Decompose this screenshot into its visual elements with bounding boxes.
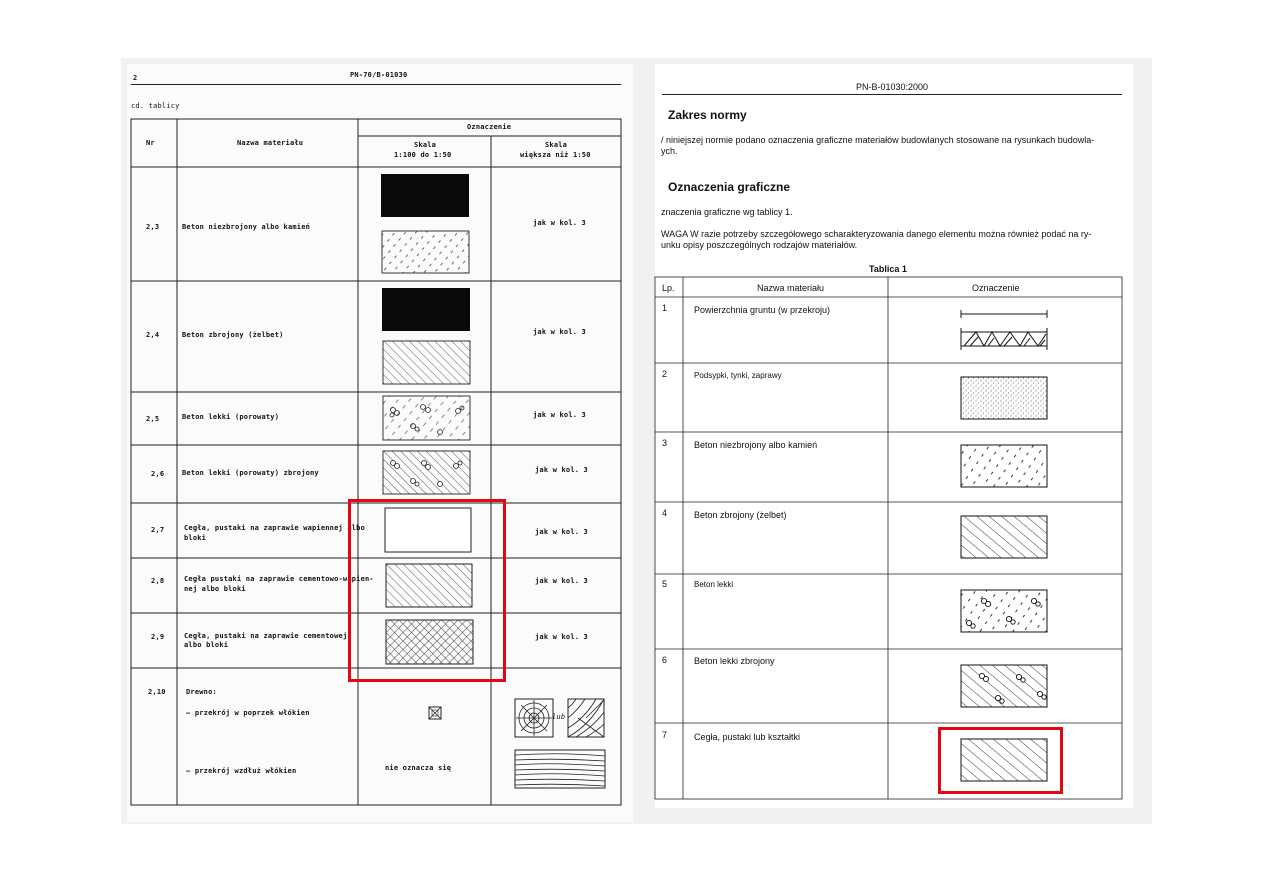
left-header-scale1-l1: Skala [414,141,437,149]
right-row-5-name: Beton lekki [694,580,734,589]
right-row-4-name: Beton zbrojony (żelbet) [694,510,787,520]
left-standard-code: PN-70/B-01030 [350,71,408,79]
left-row-2-3-nr: 2,3 [146,223,160,231]
right-row-3-name: Beton niezbrojony albo kamień [694,440,818,450]
right-row-7-lp: 7 [662,730,668,740]
table-title: Tablica 1 [869,264,907,274]
left-row-2-10-name: Drewno: [186,688,217,696]
left-row-2-8-nr: 2,8 [151,577,165,585]
right-standard-code: PN-B-01030:2000 [856,82,929,92]
left-header-nr: Nr [146,139,155,147]
left-row-2-9-scale2: jak w kol. 3 [535,633,588,641]
left-row-2-10-sub1: – przekrój w poprzek włókien [186,709,310,717]
symbol-diagonal-hatch-right-1 [961,516,1047,558]
left-row-2-8-name-l1: Cegła pustaki na zaprawie cementowo-wapien- [184,575,374,583]
left-row-2-8-scale2: jak w kol. 3 [535,577,588,585]
right-row-4-lp: 4 [662,508,668,518]
note-text-l1: WAGA W razie potrzeby szczegółowego scharakteryzowania danego elementu można również podać na ry- [661,229,1092,239]
left-row-2-10-scale1-sub2: nie oznacza się [385,764,452,772]
right-row-7-name: Cegła, pustaki lub kształtki [694,732,801,742]
section1-text-l1: / niniejszej normie podano oznaczenia graficzne materiałów budowlanych stosowane na rysunkach budowla- [661,135,1095,145]
left-row-2-7-nr: 2,7 [151,526,165,534]
left-row-2-7-scale2: jak w kol. 3 [535,528,588,536]
left-row-2-9-nr: 2,9 [151,633,165,641]
left-row-2-4-nr: 2,4 [146,331,160,339]
section1-title: Zakres normy [668,108,747,122]
left-header-name: Nazwa materiału [237,139,304,147]
right-row-2-lp: 2 [662,369,668,379]
continuation-label: cd. tablicy [131,102,180,110]
right-header-lp: Lp. [662,283,675,293]
left-row-2-4-scale2: jak w kol. 3 [533,328,586,336]
left-row-2-9-name-l2: albo bloki [184,641,229,649]
right-row-1-name: Powierzchnia gruntu (w przekroju) [694,305,831,315]
left-header-scale2-l2: większa niż 1:50 [520,151,591,159]
symbol-ground [961,310,1047,350]
left-header-scale2-l1: Skala [545,141,568,149]
section1-text-l2: ych. [661,146,678,156]
left-row-2-7-name-l2: bloki [184,534,207,542]
left-header-designation: Oznaczenie [467,123,512,131]
symbol-dashed-hatch-right [961,445,1047,487]
symbol-dotted [961,377,1047,419]
left-row-2-3-name: Beton niezbrojony albo kamień [182,223,311,231]
highlight-box-right [938,727,1063,794]
left-row-2-5-scale2: jak w kol. 3 [533,411,586,419]
left-row-2-7-name-l1: Cegła, pustaki na zaprawie wapiennej albo [184,524,365,532]
left-row-2-5-name: Beton lekki (porowaty) [182,413,280,421]
left-row-2-9-name-l1: Cegła, pustaki na zaprawie cementowej [184,632,348,640]
left-row-2-10-lub: lub [552,713,566,721]
left-row-2-6-nr: 2,6 [151,470,165,478]
right-row-1-lp: 1 [662,303,668,313]
right-header-designation: Oznaczenie [972,283,1020,293]
right-row-6-lp: 6 [662,655,668,665]
right-row-5-lp: 5 [662,579,668,589]
left-row-2-3-scale2: jak w kol. 3 [533,219,586,227]
left-row-2-10-nr: 2,10 [148,688,166,696]
left-row-2-5-nr: 2,5 [146,415,160,423]
right-row-3-lp: 3 [662,438,668,448]
left-page-number: 2 [133,74,138,82]
section2-title: Oznaczenia graficzne [668,180,791,194]
left-row-2-8-name-l2: nej albo bloki [184,585,246,593]
section2-text: znaczenia graficzne wg tablicy 1. [661,207,793,217]
right-header-name: Nazwa materiału [757,283,825,293]
note-text-l2: unku opisy poszczególnych rodzajów materiałów. [661,240,858,250]
left-row-2-4-name: Beton zbrojony (żelbet) [182,331,284,339]
left-row-2-6-name: Beton lekki (porowaty) zbrojony [182,469,319,477]
left-row-2-6-scale2: jak w kol. 3 [535,466,588,474]
left-row-2-10-sub2: – przekrój wzdłuż włókien [186,767,297,775]
right-row-2-name: Podsypki, tynki, zaprawy [694,371,782,380]
left-header-scale1-l2: 1:100 do 1:50 [394,151,452,159]
right-row-6-name: Beton lekki zbrojony [694,656,775,666]
